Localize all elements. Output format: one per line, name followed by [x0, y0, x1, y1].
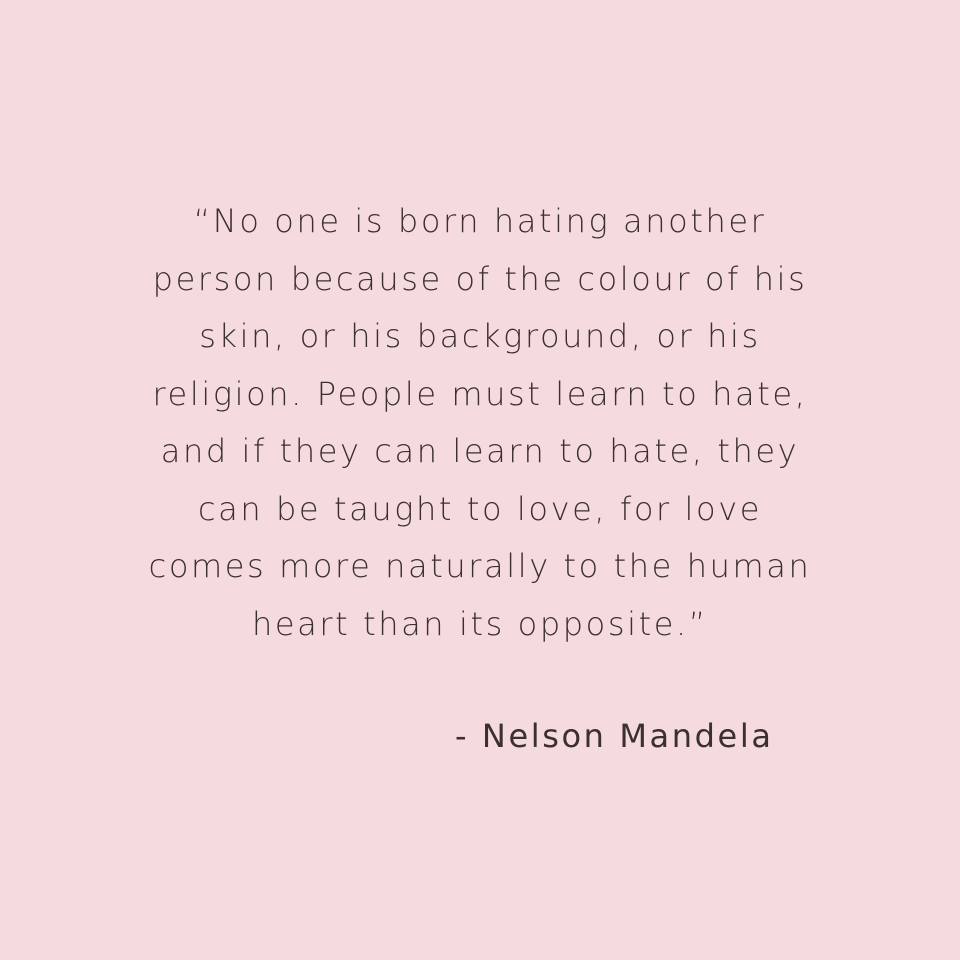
- quote-line-6: can be taught to love, for love: [197, 489, 763, 528]
- quote-line-8: heart than its opposite.”: [252, 604, 708, 643]
- quote-line-4: religion. People must learn to hate,: [152, 374, 808, 413]
- quote-line-2: person because of the colour of his: [152, 259, 808, 298]
- quote-attribution: - Nelson Mandela: [455, 717, 774, 755]
- quote-line-1: “No one is born hating another: [193, 202, 767, 240]
- quote-text-block: [0, 193, 960, 653]
- quote-line-7: comes more naturally to the human: [148, 547, 812, 585]
- quote-line-3: skin, or his background, or his: [199, 317, 761, 355]
- quote-line-5: and if they can learn to hate, they: [160, 432, 800, 470]
